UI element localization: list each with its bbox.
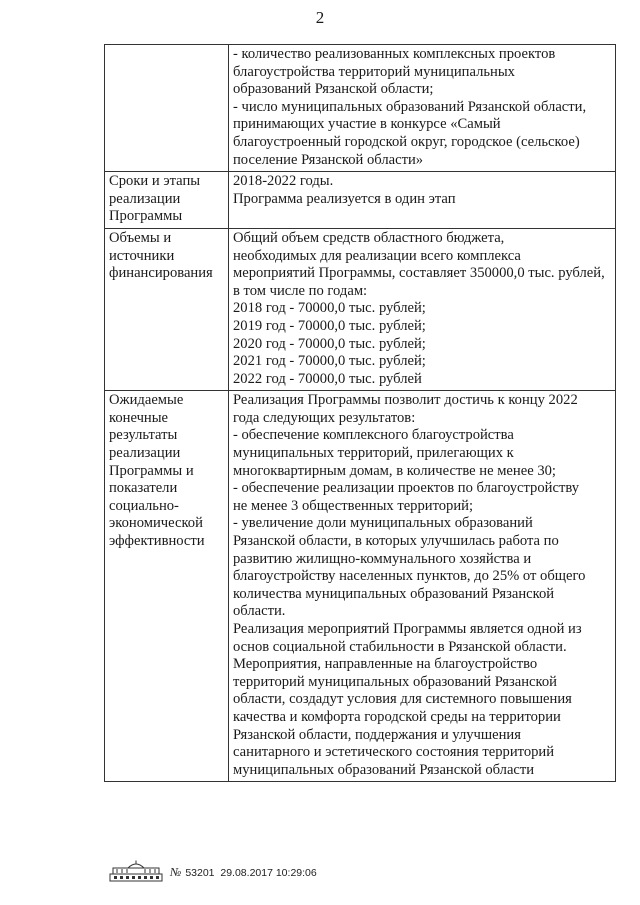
row-label-cell	[105, 391, 229, 782]
row-label-line: Ожидаемые	[109, 392, 184, 409]
row-value-line: - число муниципальных образований Рязанской области,	[233, 98, 587, 115]
row-value-line: года следующих результатов:	[233, 409, 416, 426]
row-value-line: 2021 год - 70000,0 тыс. рублей;	[233, 353, 426, 370]
row-value-line: - обеспечение реализации проектов по благоустройству	[233, 480, 580, 497]
row-value-line: образований Рязанской области;	[233, 81, 434, 98]
row-value-line: в том числе по годам:	[233, 282, 368, 299]
row-value-line: благоустройства территорий муниципальных	[233, 63, 515, 80]
row-value-line: муниципальных образований Рязанской области	[233, 761, 535, 778]
row-value-line: Реализация Программы позволит достичь к концу 2022	[233, 392, 578, 409]
row-label-cell	[105, 228, 229, 390]
document-number: 53201	[185, 866, 215, 879]
table-row	[105, 391, 616, 782]
row-value-line: благоустройству населенных пунктов, до 25% от общего	[233, 568, 586, 585]
program-passport-table	[104, 44, 616, 782]
row-value-line: 2020 год - 70000,0 тыс. рублей;	[233, 335, 426, 352]
row-value-line: основ социальной стабильности в Рязанской области.	[233, 638, 567, 655]
row-value-line: 2022 год - 70000,0 тыс. рублей	[233, 370, 422, 387]
row-value-line: Общий объем средств областного бюджета,	[233, 229, 505, 246]
row-label-line: конечные	[109, 409, 169, 426]
row-value-line: 2019 год - 70000,0 тыс. рублей;	[233, 317, 426, 334]
row-value-line: необходимых для реализации всего комплекса	[233, 247, 521, 264]
row-value-line: развитию жилищно-коммунального хозяйства и	[233, 550, 532, 567]
row-value-line: Рязанской области, поддержания и улучшения	[233, 726, 521, 743]
row-label-cell	[105, 172, 229, 229]
row-value-line: Реализация мероприятий Программы является одной из	[233, 621, 582, 637]
row-value-line: количества муниципальных образований Рязанской	[233, 585, 555, 602]
row-label-line: социально-	[109, 497, 179, 514]
row-value-line: области, создадут условия для системного повышения	[233, 691, 572, 708]
row-value-line: качества и комфорта городской среды на территории	[233, 708, 561, 725]
row-label-line: Программы	[109, 208, 183, 225]
row-label-line: результаты	[109, 427, 178, 444]
row-label-line: Программы и	[109, 462, 194, 479]
registration-datetime: 29.08.2017 10:29:06	[220, 866, 317, 879]
row-value-line: поселение Рязанской области»	[233, 151, 424, 168]
row-value-line: Мероприятия, направленные на благоустройство	[233, 656, 538, 673]
table-row	[105, 45, 616, 172]
row-label-line: Сроки и этапы	[109, 173, 201, 190]
row-value-line: благоустроенный городской округ, городское (сельское)	[233, 133, 580, 150]
row-value-line: не менее 3 общественных территорий;	[233, 497, 474, 514]
row-label-line: реализации	[109, 445, 181, 462]
row-value-line: принимающих участие в конкурсе «Самый	[233, 116, 501, 133]
row-value-line: муниципальных территорий, прилегающих к	[233, 445, 514, 462]
row-value-line: многоквартирным домам, в количестве не менее 30;	[233, 462, 556, 479]
number-sign: №	[170, 864, 182, 879]
row-label-line: показатели	[109, 480, 178, 497]
row-label-line: источники	[109, 247, 175, 264]
row-value-line: 2018 год - 70000,0 тыс. рублей;	[233, 300, 426, 317]
row-value-line: санитарного и эстетического состояния территорий	[233, 744, 555, 761]
row-label-line: эффективности	[109, 533, 205, 550]
row-label-line: финансирования	[109, 265, 213, 282]
building-seal-icon	[108, 860, 164, 884]
row-value-line: - количество реализованных комплексных проектов	[233, 46, 556, 62]
row-value-cell	[229, 228, 616, 390]
row-value-cell	[229, 172, 616, 229]
table-row	[105, 172, 616, 229]
row-value-line: - обеспечение комплексного благоустройства	[233, 427, 514, 444]
row-value-line: Рязанской области, в которых улучшилась работа по	[233, 533, 559, 550]
page-number: 2	[315, 8, 325, 27]
row-value-line: - увеличение доли муниципальных образований	[233, 515, 533, 532]
registration-stamp	[170, 865, 317, 880]
row-value-line: 2018-2022 годы.	[233, 173, 334, 190]
table-row	[105, 228, 616, 390]
row-value-cell	[229, 45, 616, 172]
document-footer	[108, 858, 317, 886]
row-value-line: Программа реализуется в один этап	[233, 190, 456, 207]
row-label-cell	[105, 45, 229, 172]
row-value-cell	[229, 391, 616, 782]
row-label-line: экономической	[109, 515, 203, 532]
row-value-line: области.	[233, 603, 286, 620]
row-label-line: Объемы и	[109, 229, 172, 246]
row-value-line: мероприятий Программы, составляет 350000,0 тыс. рублей,	[233, 265, 605, 282]
row-value-line: территорий муниципальных образований Рязанской	[233, 673, 557, 690]
row-label-line: реализации	[109, 190, 181, 207]
